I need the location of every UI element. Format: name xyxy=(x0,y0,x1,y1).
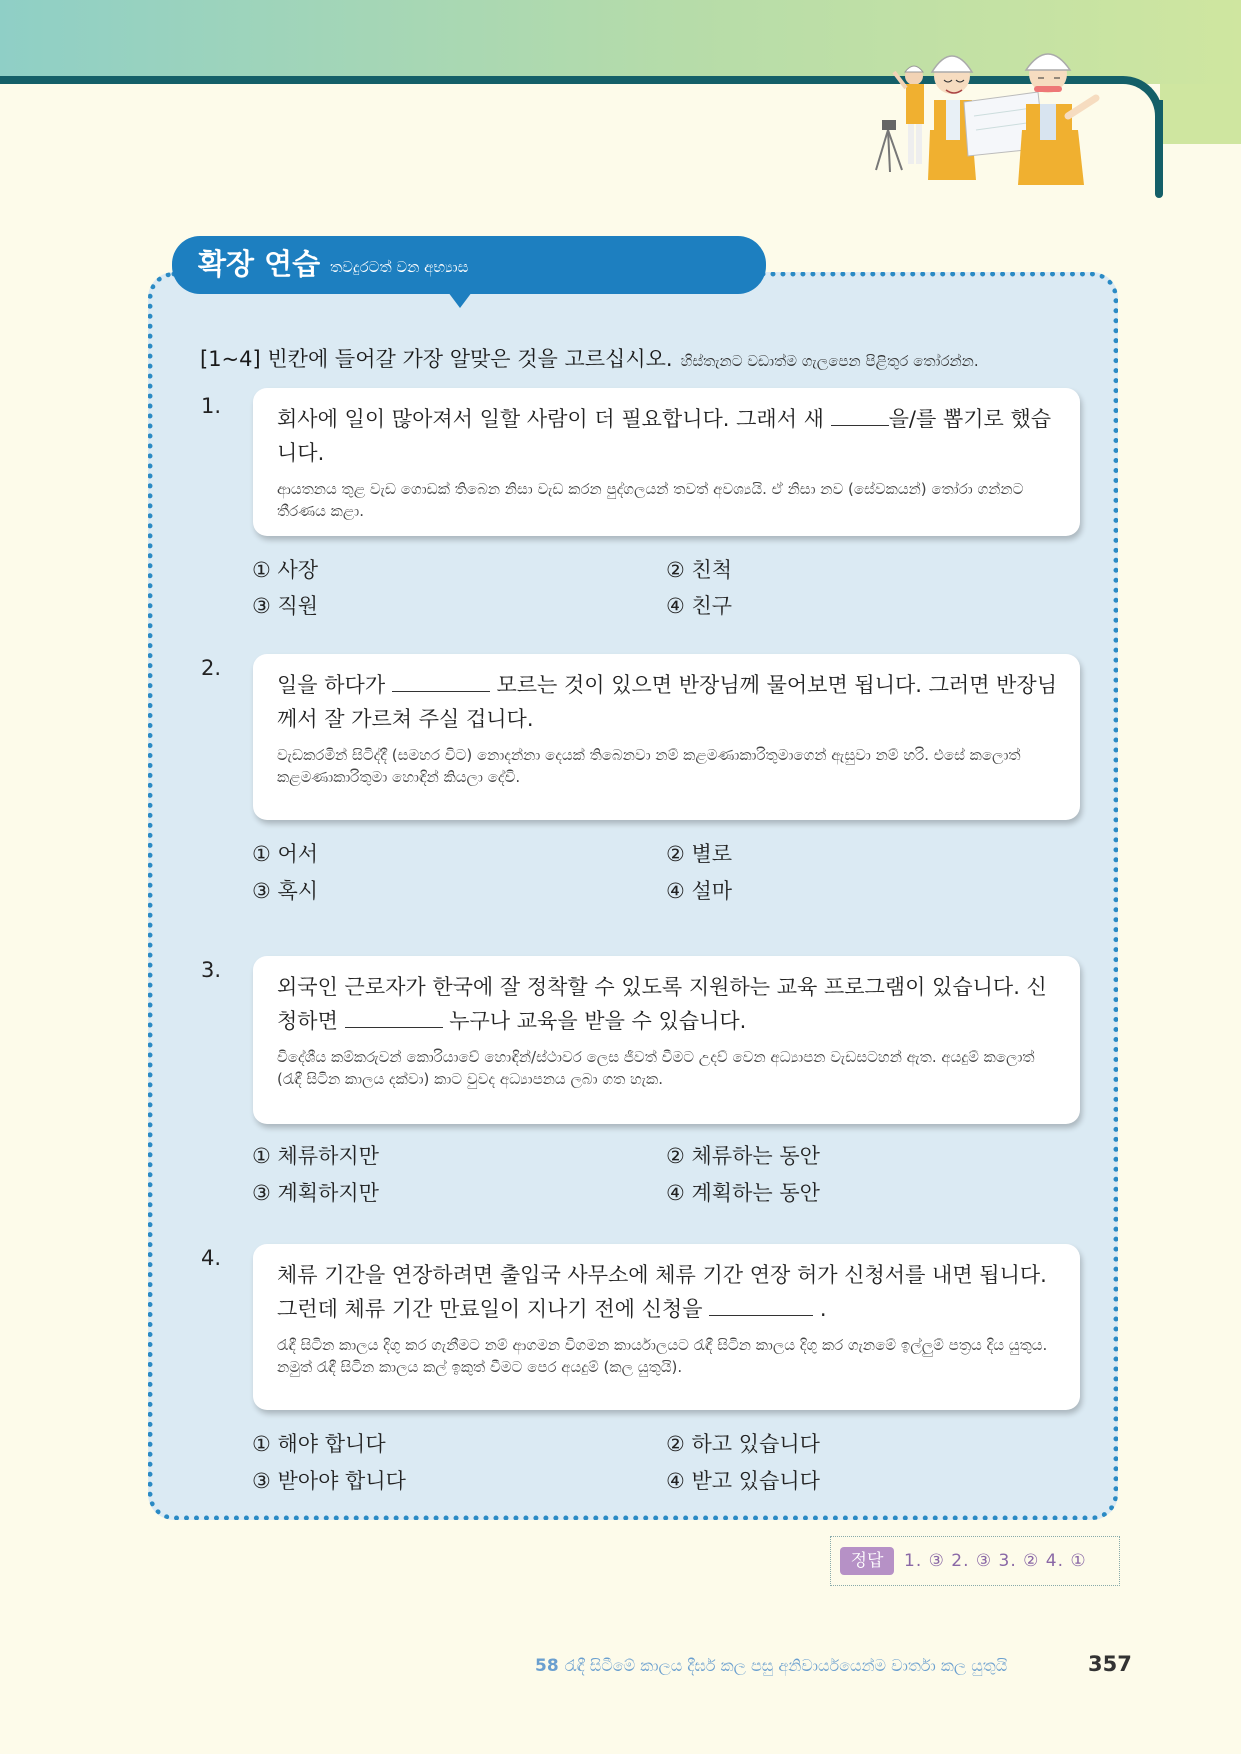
question-4-option-4[interactable]: ④ 받고 있습니다 xyxy=(666,1469,820,1493)
question-3-korean: 외국인 근로자가 한국에 잘 정착할 수 있도록 지원하는 교육 프로그램이 있습니다. 신청하면 누구나 교육을 받을 수 있습니다. xyxy=(277,975,1047,1033)
question-4-option-2[interactable]: ② 하고 있습니다 xyxy=(666,1432,820,1456)
question-3-sinhala: විදේශීය කම්කරුවන් කොරියාවේ හොඳින්/ස්ථාවර ලෙස ජීවත් වීමට උදව් වෙන අධ්‍යාපන වැඩසටහන් ඇත. අයදුම් කලොත් (රැඳී සිටින කාලය දක්වා) කාට වුවද අධ්‍යාපනය ලබා ගත හැක. xyxy=(277,1048,1035,1088)
question-2-number: 2. xyxy=(201,656,222,680)
footer-chapter-title: රැඳී සිටීමේ කාලය දීර්ඝ කල පසු අනිවාර්යයෙන්ම වාර්තා කල යුතුයි xyxy=(564,1656,1008,1675)
question-4-korean: 체류 기간을 연장하려면 출입국 사무소에 체류 기간 연장 허가 신청서를 내면 됩니다. 그런데 체류 기간 만료일이 지나기 전에 신청을 . xyxy=(277,1263,1047,1321)
question-4-sinhala: රැඳී සිටින කාලය දිගු කර ගැනීමට නම් ආගමන විගමන කාර්යාලයට රැඳී සිටින කාලය දිගු කර ගැනමේ ඉල්ලුම් පත්‍රය දිය යුතුය. නමුත් රැඳී සිටින කාලය කල් ඉකුත් වීමට පෙර අයදුම් (කල යුතුයි). xyxy=(277,1336,1048,1376)
worker-right-figure xyxy=(1018,54,1096,185)
question-3-card xyxy=(253,956,1080,1124)
question-1-card xyxy=(253,388,1080,536)
answer-blank xyxy=(709,1295,813,1316)
question-3-option-2[interactable]: ② 체류하는 동안 xyxy=(666,1144,820,1168)
section-title: 확장 연습 xyxy=(198,247,321,281)
question-1-sinhala: ආයතනය තුළ වැඩ ගොඩක් තිබෙන නිසා වැඩ කරන පුද්ගලයන් තවත් අවශ්‍යයි. ඒ නිසා නව (සේවකයන්) තෝරා ගන්නට තීරණය කළා. xyxy=(277,480,1024,520)
question-3-option-1[interactable]: ① 체류하지만 xyxy=(252,1144,379,1168)
footer-chapter xyxy=(535,1654,1007,1678)
question-1-option-2[interactable]: ② 친척 xyxy=(666,558,733,582)
question-2-option-1[interactable]: ① 어서 xyxy=(252,842,319,866)
question-4-number: 4. xyxy=(201,1246,222,1270)
instruction-text xyxy=(200,344,979,376)
question-3-option-4[interactable]: ④ 계획하는 동안 xyxy=(666,1181,820,1205)
question-2-card xyxy=(253,654,1080,820)
question-2-option-3[interactable]: ③ 혹시 xyxy=(252,879,319,903)
instruction-sinhala: හිස්තැනට වඩාත්ම ගැලපෙන පිළිතුර තෝරන්න. xyxy=(680,352,979,370)
construction-workers-illustration xyxy=(868,20,1118,190)
instruction-korean: [1~4] 빈칸에 들어갈 가장 알맞은 것을 고르십시오. xyxy=(200,347,673,371)
question-4-option-3[interactable]: ③ 받아야 합니다 xyxy=(252,1469,406,1493)
answer-blank xyxy=(831,405,889,426)
question-1-number: 1. xyxy=(201,394,222,418)
footer-chapter-number: 58 xyxy=(535,1656,559,1676)
question-2-option-4[interactable]: ④ 설마 xyxy=(666,879,733,903)
answer-key-label: 정답 xyxy=(840,1547,894,1575)
question-4-option-1[interactable]: ① 해야 합니다 xyxy=(252,1432,386,1456)
surveyor-figure xyxy=(876,66,924,172)
answer-blank xyxy=(345,1007,443,1028)
question-4-card xyxy=(253,1244,1080,1410)
question-1-option-1[interactable]: ① 사장 xyxy=(252,558,319,582)
answer-key-text: 1. ③ 2. ③ 3. ② 4. ① xyxy=(904,1551,1087,1571)
question-1-option-3[interactable]: ③ 직원 xyxy=(252,594,319,618)
top-divider-vertical xyxy=(1155,100,1163,198)
top-color-band-right xyxy=(1160,84,1241,144)
question-2-sinhala: වැඩකරමින් සිටිද්දී (සමහර විට) නොදන්නා දෙයක් තිබෙනවා නම් කළමණාකාරිතුමාගෙන් ඇසුවා නම් හරි. එසේ කලොත් කළමණාකාරිතුමා හොඳින් කියලා දේවි. xyxy=(277,746,1021,786)
section-subtitle: තවදුරටත් වන අභ්‍යාස xyxy=(330,258,469,276)
section-header-notch xyxy=(448,292,472,308)
page-number: 357 xyxy=(1088,1652,1132,1676)
question-1-korean: 회사에 일이 많아져서 일할 사람이 더 필요합니다. 그래서 새 을/를 뽑기로 했습니다. xyxy=(277,407,1052,465)
question-3-option-3[interactable]: ③ 계획하지만 xyxy=(252,1181,379,1205)
question-3-number: 3. xyxy=(201,958,222,982)
question-1-option-4[interactable]: ④ 친구 xyxy=(666,594,733,618)
question-2-korean: 일을 하다가 모르는 것이 있으면 반장님께 물어보면 됩니다. 그러면 반장님께서 잘 가르쳐 주실 겁니다. xyxy=(277,673,1058,731)
question-2-option-2[interactable]: ② 별로 xyxy=(666,842,733,866)
answer-blank xyxy=(392,671,490,692)
